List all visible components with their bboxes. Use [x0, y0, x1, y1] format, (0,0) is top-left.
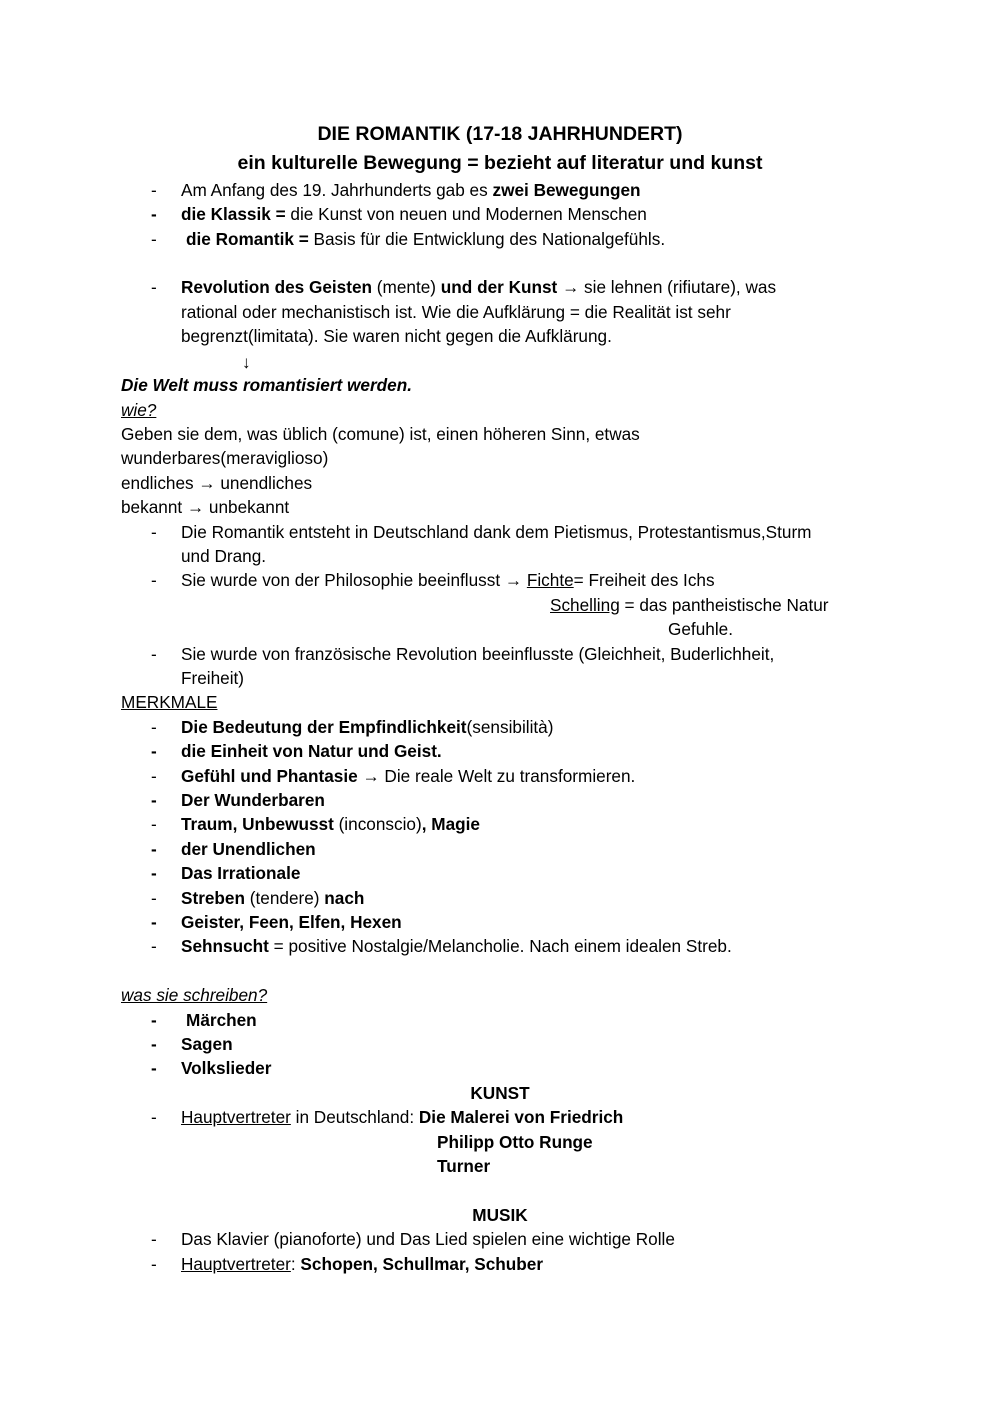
schreiben-item: Volkslieder: [181, 1058, 272, 1078]
schreiben-item: Märchen: [186, 1010, 257, 1030]
bekannt-line: bekannt → unbekannt: [121, 497, 290, 517]
gefuhle-line: Gefuhle.: [668, 619, 733, 639]
bullet-dash: -: [151, 277, 157, 297]
musik-line-1: Das Klavier (pianoforte) und Das Lied spielen eine wichtige Rolle: [181, 1229, 675, 1249]
musik-line-2: Hauptvertreter: Schopen, Schullmar, Schuber: [181, 1254, 544, 1274]
bullet-dash: -: [151, 1254, 157, 1274]
fichte-link: Fichte: [526, 570, 574, 590]
merkmal-item: Streben (tendere) nach: [181, 888, 365, 908]
philosophy-line: Sie wurde von der Philosophie beeinflusst → Fichte= Freiheit des Ichs: [181, 570, 715, 590]
endliches-line: endliches → unendliches: [121, 473, 313, 493]
revolution-line-3: begrenzt(limitata). Sie waren nicht gegen die Aufklärung.: [181, 326, 612, 346]
bullet-dash: -: [151, 1229, 157, 1249]
merkmal-item: Die Bedeutung der Empfindlichkeit(sensibilità): [181, 717, 554, 737]
bullet-dash: -: [151, 766, 157, 786]
bullet-dash: -: [151, 570, 157, 590]
schelling-link: Schelling: [550, 595, 620, 615]
bullet-dash: -: [151, 717, 157, 737]
bullet-dash: -: [151, 936, 157, 956]
revolution-line-1: Revolution des Geisten (mente) und der Kunst → sie lehnen (rifiutare), was: [181, 277, 777, 297]
page-subtitle: ein kulturelle Bewegung = bezieht auf literatur und kunst: [237, 152, 763, 174]
intro-item-1: Am Anfang des 19. Jahrhunderts gab es zwei Bewegungen: [181, 180, 641, 200]
bullet-dash: -: [151, 888, 157, 908]
bullet-dash: -: [151, 814, 157, 834]
schreiben-item: Sagen: [181, 1034, 233, 1054]
bullet-dash: -: [151, 1010, 157, 1030]
geben-line-2: wunderbares(meraviglioso): [121, 448, 329, 468]
revolution-fr-line-1: Sie wurde von französische Revolution beeinflusste (Gleichheit, Buderlichheit,: [181, 644, 775, 664]
bullet-dash: -: [151, 180, 157, 200]
bullet-dash: -: [151, 1034, 157, 1054]
merkmal-item: Gefühl und Phantasie → Die reale Welt zu transformieren.: [181, 766, 636, 786]
kunst-heading: KUNST: [470, 1083, 530, 1103]
wie-heading: wie?: [121, 400, 157, 420]
schelling-line: Schelling = das pantheistische Natur: [550, 595, 829, 615]
bullet-dash: -: [151, 863, 157, 883]
merkmal-item: Das Irrationale: [181, 863, 301, 883]
bullet-dash: -: [151, 229, 157, 249]
page-title: DIE ROMANTIK (17-18 JAHRHUNDERT): [317, 123, 683, 145]
intro-item-3: die Romantik = Basis für die Entwicklung des Nationalgefühls.: [186, 229, 666, 249]
musik-heading: MUSIK: [472, 1205, 528, 1225]
bullet-dash: -: [151, 790, 157, 810]
welt-statement: Die Welt muss romantisiert werden.: [121, 375, 412, 395]
bullet-dash: -: [151, 204, 157, 224]
revolution-fr-line-2: Freiheit): [181, 668, 245, 688]
merkmal-item: Geister, Feen, Elfen, Hexen: [181, 912, 402, 932]
down-arrow: ↓: [242, 352, 251, 372]
schreiben-heading: was sie schreiben?: [121, 985, 268, 1005]
intro-item-2: die Klassik = die Kunst von neuen und Modernen Menschen: [181, 204, 647, 224]
bullet-dash: -: [151, 1058, 157, 1078]
merkmal-item: Traum, Unbewusst (inconscio), Magie: [181, 814, 480, 834]
entsteht-line-1: Die Romantik entsteht in Deutschland dank dem Pietismus, Protestantismus,Sturm: [181, 522, 812, 542]
bullet-dash: -: [151, 1107, 157, 1127]
kunst-name: Turner: [437, 1156, 491, 1176]
merkmale-heading: MERKMALE: [121, 692, 218, 712]
bullet-dash: -: [151, 644, 157, 664]
entsteht-line-2: und Drang.: [181, 546, 267, 566]
kunst-name: Philipp Otto Runge: [437, 1132, 593, 1152]
geben-line-1: Geben sie dem, was üblich (comune) ist, einen höheren Sinn, etwas: [121, 424, 640, 444]
bullet-dash: -: [151, 912, 157, 932]
kunst-line: Hauptvertreter in Deutschland: Die Malerei von Friedrich: [181, 1107, 624, 1127]
merkmal-item: die Einheit von Natur und Geist.: [181, 741, 442, 761]
merkmal-item: Der Wunderbaren: [181, 790, 325, 810]
bullet-dash: -: [151, 522, 157, 542]
merkmal-item: Sehnsucht = positive Nostalgie/Melancholie. Nach einem idealen Streb.: [181, 936, 732, 956]
revolution-line-2: rational oder mechanistisch ist. Wie die Aufklärung = die Realität ist sehr: [181, 302, 731, 322]
bullet-dash: -: [151, 839, 157, 859]
bullet-dash: -: [151, 741, 157, 761]
merkmal-item: der Unendlichen: [181, 839, 316, 859]
